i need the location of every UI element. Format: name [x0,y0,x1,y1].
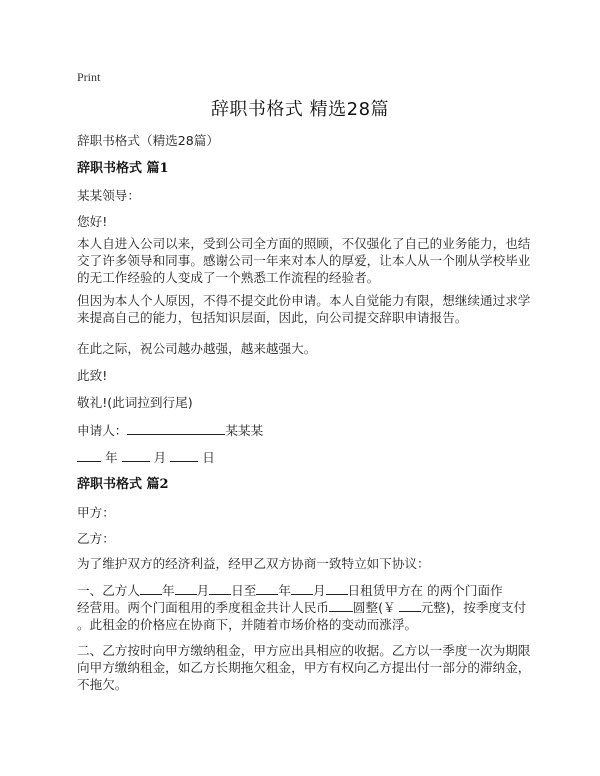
section-2-heading: 辞职书格式 篇2 [77,477,169,492]
party-b: 乙方： [77,531,115,546]
clause-text: 月 [312,583,326,598]
closing-text: 此致! [77,368,108,383]
applicant-line [77,422,263,439]
fill-blank [399,599,421,612]
document-title: 辞职书格式 精选28篇 [210,99,390,120]
clause-1-line-1 [77,582,503,599]
clause-text: 一、乙方人 [77,583,140,598]
clause-text: 年 [278,583,291,598]
clause-1-line-3: 。此租金的价格应在协商下，并随着市场价格的变动而涨浮。 [77,617,418,632]
print-label[interactable]: Print [77,70,101,84]
clause-text: 经营用。两个门面租用的季度租金共计人民币 [77,600,329,615]
paragraph-2-line: 来提高自己的能力，包括知识层面，因此，向公司提交辞职申请报告。 [77,310,468,325]
fill-blank [209,582,231,595]
party-a: 甲方： [77,505,115,520]
month-blank [122,449,150,462]
section-1-heading: 辞职书格式 篇1 [77,161,169,176]
clause-text: 年 [161,583,175,598]
fill-blank [291,582,313,595]
clause-text: 日租赁甲方在 的两个门面作 [347,583,503,598]
clause-2-line: 二、乙方按时向甲方缴纳租金，甲方应出具相应的收据。乙方以一季度一次为期限 [77,643,531,658]
fill-blank [326,582,348,595]
year-label: 年 [105,450,118,465]
paragraph-1-line: 交了许多领导和同事。感谢公司一年来对本人的厚爱，让本人从一个刚从学校毕业 [77,253,531,268]
applicant-name: 某某某 [225,423,264,438]
month-label: 月 [153,450,167,465]
fill-blank [329,599,353,612]
document-subtitle: 辞职书格式（精选28篇） [77,133,219,148]
applicant-label: 申请人： [77,423,128,438]
fill-blank [175,582,197,595]
fill-blank [140,582,162,595]
clause-1-line-2 [77,599,526,616]
regards-text: 敬礼!(此词拉到行尾) [77,395,193,410]
paragraph-1-line: 的无工作经验的人变成了一个熟悉工作流程的经验者。 [77,270,380,285]
day-blank [170,449,198,462]
agreement-intro: 为了维护双方的经济利益，经甲乙双方协商一致特立如下协议： [77,556,430,571]
clause-text: 月 [196,583,210,598]
year-blank [77,449,101,462]
clause-text: 元整)，按季度支付 [420,600,527,615]
date-line [77,449,215,466]
greeting: 您好! [77,214,108,229]
salutation: 某某领导： [77,188,140,203]
fill-blank [256,582,278,595]
clause-2-line: 向甲方缴纳租金，如乙方长期拖欠租金，甲方有权向乙方提出付一部分的滞纳金， [77,660,531,675]
paragraph-2-line: 但因为本人个人原因，不得不提交此份申请。本人自觉能力有限，想继续通过求学 [77,293,531,308]
day-label: 日 [202,450,215,465]
signature-blank [127,422,225,435]
clause-text: 圆整(￥ [352,600,396,615]
clause-text: 日至 [231,583,257,598]
wish-text: 在此之际，祝公司越办越强，越来越强大。 [77,341,317,356]
paragraph-1-line: 本人自进入公司以来，受到公司全方面的照顾，不仅强化了自己的业务能力，也结 [77,236,531,251]
clause-2-line: 不拖欠。 [77,677,128,692]
